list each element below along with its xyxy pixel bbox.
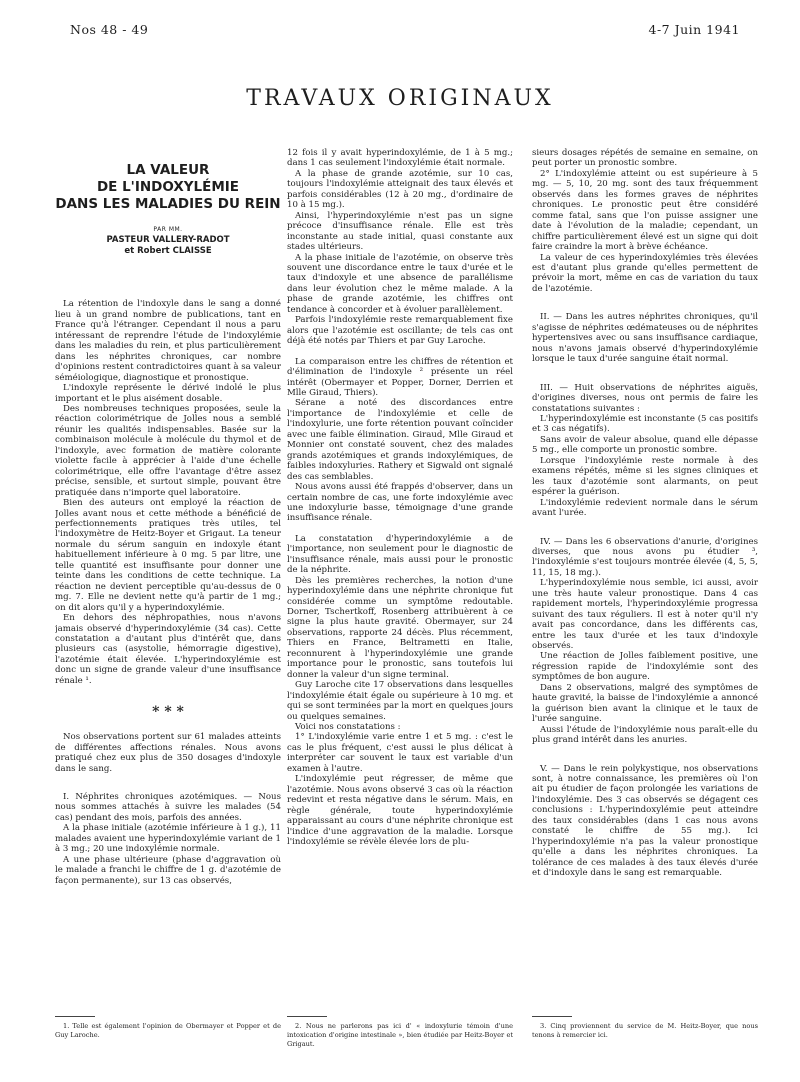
paragraph: sieurs dosages répétés de semaine en semaine, on peut porter un pronostic sombre. [532, 148, 758, 169]
paragraph: V. — Dans le rein polykystique, nos observations sont, à notre connaissance, les premières où l'on ait pu étudier de façon prolongée les variations de l'indoxylémie. Des 3 cas observés se dégagent ces conclusions : L'hyperindoxylémie peut atteindre des taux considérables (dans 1 cas nous avons constaté le chiffre de 55 mg.). Ici l'hyperindoxylémie n'a pas la valeur pronostique qu'elle a dans les néphrites chroniques. La tolérance de ces malades à des taux élevés d'urée et d'indoxyle dans le sang est remarquable. [532, 763, 758, 879]
author-2: et Robert CLAISSE [124, 246, 212, 257]
issue-date: 4-7 Juin 1941 [648, 22, 740, 37]
footnote-text: 2. Nous ne parlerons pas ici d' « indoxylurie témoin d'une intoxication d'origine intestinale », bien étudiée par Heitz-Boyer et Grigaut. [287, 1022, 513, 1048]
paragraph: L'hyperindoxylémie nous semble, ici aussi, avoir une très haute valeur pronostique. Dans 4 cas rapidement mortels, l'hyperindoxylémie progressa suivant des taux réguliers. Il est à noter qu'il n'y avait pas concordance, dans les différents cas, entre les taux d'urée et les taux d'indoxyle observés. [532, 578, 758, 652]
footnote-1 [55, 1022, 281, 1040]
paragraph: La valeur de ces hyperindoxylémies très élevées est d'autant plus grande qu'elles permettent de prévoir la mort, même en cas de variation du taux de l'azotémie. [532, 252, 758, 294]
paragraph: La constatation d'hyperindoxylémie a de l'importance, non seulement pour le diagnostic de l'insuffisance rénale, mais aussi pour le pronostic de la néphrite. [287, 533, 513, 576]
byline-par: PAR MM. [153, 226, 183, 233]
footnote-2 [287, 1022, 513, 1049]
paragraph: I. Néphrites chroniques azotémiques. — Nous nous sommes attachés à suivre les malades (54 cas) pendant des mois, parfois des années. [55, 792, 281, 823]
paragraph: 1° L'indoxylémie varie entre 1 et 5 mg. : c'est le cas le plus fréquent, c'est aussi le plus délicat à interpréter car souvent le taux est variable d'un examen à l'autre. [287, 732, 513, 774]
paragraph: L'hyperindoxylémie est inconstante (5 cas positifs et 3 cas négatifs). [532, 413, 758, 435]
paragraph: La rétention de l'indoxyle dans le sang a donné lieu à un grand nombre de publications, tant en France qu'à l'étranger. Cependant il nous a paru intéressant de reprendre l'étude de l'indoxylémie dans les maladies du rein, et plus particulièrement dans les néphrites chroniques, car nombre d'opinions restent contradictoires quant à sa valeur séméiologique, diagnostique et pronostique. [55, 299, 281, 383]
footnote-rule [532, 1016, 572, 1017]
paragraph: Dès les premières recherches, la notion d'une hyperindoxylémie dans une néphrite chronique fut considérée comme un symptôme redoutable. Dorner, Tschertkoff, Rosenberg attribuèrent à ce signe la plus haute gravité. Obermayer, sur 24 observations, rapporte 24 décès. Plus récemment, Thiers en France, Beltrametti en Italie, reconnurent à l'hyperindoxylémie une grande importance pour le pronostic, sans toutefois lui donner la valeur d'un signe terminal. [287, 575, 513, 680]
paragraph: A la phase initiale de l'azotémie, on observe très souvent une discordance entre le taux d'urée et le taux d'indoxyle et une absence de parallélisme dans leur évolution chez le même malade. A la phase de grande azotémie, les chiffres ont tendance à concorder et à évoluer parallèlement. [287, 252, 513, 315]
paragraph: L'indoxylémie redevient normale dans le sérum avant l'urée. [532, 497, 758, 519]
footnote-3 [532, 1022, 758, 1040]
article-title-line-2: DE L'INDOXYLÉMIE [96, 179, 240, 195]
column-2 [287, 148, 513, 1010]
paragraph: Nous avons aussi été frappés d'observer, dans un certain nombre de cas, une forte indoxylémie avec une indoxylurie basse, témoignage d'une grande insuffisance rénale. [287, 482, 513, 524]
paragraph: Aussi l'étude de l'indoxylémie nous paraît-elle du plus grand intérêt dans les anuries. [532, 724, 758, 746]
paragraph: A la phase de grande azotémie, sur 10 cas, toujours l'indoxylémie atteignait des taux élevés et parfois considérables (12 à 20 mg., d'ordinaire de 10 à 15 mg.). [287, 168, 513, 211]
column-3 [532, 148, 758, 1010]
footnote-rule [55, 1016, 95, 1017]
paragraph: Sérane a noté des discordances entre l'importance de l'indoxylémie et celle de l'indoxylurie, une forte rétention pouvant coïncider avec une faible élimination. Giraud, Mlle Giraud et Monnier ont constaté souvent, chez des malades grands azotémiques et grands indoxylémiques, de faibles indoxyluries. Rathery et Sigwald ont signalé des cas semblables. [287, 398, 513, 482]
article-title-line-3: DANS LES MALADIES DU REIN [55, 196, 281, 212]
paragraph: Ainsi, l'hyperindoxylémie n'est pas un signe précoce d'insuffisance rénale. Elle est très inconstante au stade initial, quasi constante aux stades ultérieurs. [287, 210, 513, 253]
paragraph: En dehors des néphropathies, nous n'avons jamais observé d'hyperindoxylémie (34 cas). Cette constatation a d'autant plus d'intérêt que, dans plusieurs cas (asystolie, hémorragie digestive), l'azotémie était élevée. L'hyperindoxylémie est donc un signe de grande valeur d'une insuffisance rénale ¹. [55, 613, 281, 686]
issue-number: Nos 48 - 49 [70, 22, 149, 37]
paragraph: Des nombreuses techniques proposées, seule la réaction colorimétrique de Jolles nous a semblé réunir les qualités indispensables. Basée sur la combinaison molécule à molécule du thymol et de l'indoxyle, avec formation de matière colorante violette facile à apprécier à l'aide d'une échelle colorimétrique, elle offre l'avantage d'être assez précise, sensible, et surtout simple, pouvant être pratiquée dans n'importe quel laboratoire. [55, 403, 281, 498]
section-title: TRAVAUX ORIGINAUX [246, 86, 554, 111]
section-separator: * * * [152, 704, 184, 721]
paragraph: Bien des auteurs ont employé la réaction de Jolles avant nous et cette méthode a bénéficié de perfectionnements pratiques très utiles, tel l'indoxymètre de Heitz-Boyer et Grigaut. La teneur normale du sérum sanguin en indoxyle étant habituellement inférieure à 0 mg. 5 par litre, une telle quantité est insuffisante pour donner une teinte dans les conditions de cette technique. La réaction ne devient perceptible qu'au-dessus de 0 mg. 7. Elle ne devient nette qu'à partir de 1 mg.; on dit alors qu'il y a hyperindoxylémie. [55, 498, 281, 613]
paragraph: Lorsque l'indoxylémie reste normale à des examens répétés, même si les signes cliniques et les taux d'azotémie sont alarmants, on peut espérer la guérison. [532, 455, 758, 498]
paragraph: L'indoxylémie peut régresser, de même que l'azotémie. Nous avons observé 3 cas où la réaction redevint et resta négative dans le sérum. Mais, en règle générale, toute hyperindoxylémie apparaissant au cours d'une néphrite chronique est l'indice d'une aggravation de la maladie. Lorsque l'indoxylémie se révèle élevée lors de plu- [287, 774, 513, 847]
footnote-text: 3. Cinq proviennent du service de M. Heitz-Boyer, que nous tenons à remercier ici. [532, 1022, 758, 1039]
paragraph: Parfois l'indoxylémie reste remarquablement fixe alors que l'azotémie est oscillante; de tels cas ont déjà été notés par Thiers et par Guy Laroche. [287, 315, 513, 347]
paragraph: II. — Dans les autres néphrites chroniques, qu'il s'agisse de néphrites œdémateuses ou de néphrites hypertensives avec ou sans insuffisance cardiaque, nous n'avons jamais observé d'hyperindoxylémie lorsque le taux d'urée sanguine était normal. [532, 312, 758, 365]
paragraph: Nos observations portent sur 61 malades atteints de différentes affections rénales. Nous avons pratiqué chez eux plus de 350 dosages d'indoxyle dans le sang. [55, 732, 281, 774]
article-title-line-1: LA VALEUR [126, 162, 210, 178]
footnote-rule [287, 1016, 327, 1017]
paragraph: Une réaction de Jolles faiblement positive, une régression rapide de l'indoxylémie sont des symptômes de bon augure. [532, 651, 758, 683]
paragraph: Sans avoir de valeur absolue, quand elle dépasse 5 mg., elle comporte un pronostic sombre. [532, 434, 758, 456]
paragraph: L'indoxyle représente le dérivé indolé le plus important et le plus aisément dosable. [55, 383, 281, 404]
byline [55, 225, 281, 257]
article-title [55, 162, 281, 213]
paragraph: IV. — Dans les 6 observations d'anurie, d'origines diverses, que nous avons pu étudier ³, l'indoxylémie s'est toujours montrée élevée (4, 5, 5, 11, 15, 18 mg.). [532, 536, 758, 578]
paragraph: Dans 2 observations, malgré des symptômes de haute gravité, la baisse de l'indoxylémie a annoncé la guérison bien avant la clinique et le taux de l'urée sanguine. [532, 682, 758, 725]
paragraph: A la phase initiale (azotémie inférieure à 1 g.), 11 malades avaient une hyperindoxylémie variant de 1 à 3 mg.; 20 une indoxylémie normale. [55, 823, 281, 855]
footnote-text: 1. Telle est également l'opinion de Obermayer et Popper et de Guy Laroche. [55, 1022, 281, 1039]
paragraph: III. — Huit observations de néphrites aiguës, d'origines diverses, nous ont permis de faire les constatations suivantes : [532, 382, 758, 414]
paragraph: 2° L'indoxylémie atteint ou est supérieure à 5 mg. — 5, 10, 20 mg. sont des taux fréquemment observés dans les formes graves de néphrites chroniques. Le pronostic peut être considéré comme fatal, sans que l'on puisse assigner une date à l'évolution de la maladie; cependant, un chiffre particulièrement élevé est un signe qui doit faire craindre la mort à brève échéance. [532, 168, 758, 253]
column-1 [55, 148, 281, 1016]
author-1: PASTEUR VALLERY-RADOT [106, 235, 230, 246]
paragraph: Voici nos constatations : [295, 722, 401, 733]
paragraph: A une phase ultérieure (phase d'aggravation où le malade a franchi le chiffre de 1 g. d'azotémie de façon permanente), sur 13 cas observés, [55, 854, 281, 886]
paragraph: Guy Laroche cite 17 observations dans lesquelles l'indoxylémie était égale ou supérieure à 10 mg. et qui se sont terminées par la mort en quelques jours ou quelques semaines. [287, 680, 513, 722]
page-header [70, 22, 740, 42]
paragraph: 12 fois il y avait hyperindoxylémie, de 1 à 5 mg.; dans 1 cas seulement l'indoxylémie était normale. [287, 148, 513, 169]
paragraph: La comparaison entre les chiffres de rétention et d'élimination de l'indoxyle ² présente un réel intérêt (Obermayer et Popper, Dorner, Derrien et Mlle Giraud, Thiers). [287, 356, 513, 398]
